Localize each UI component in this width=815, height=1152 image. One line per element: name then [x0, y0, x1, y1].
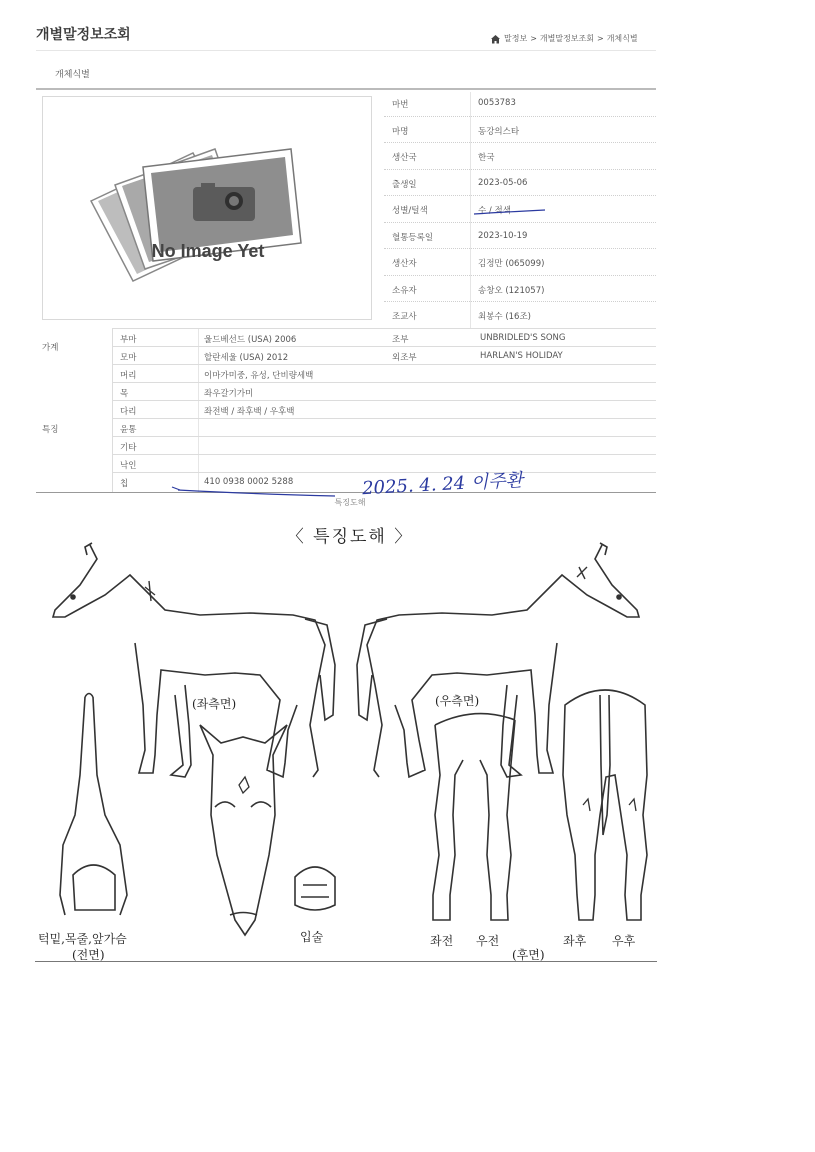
- info-row: [384, 249, 656, 276]
- info-value: 김정만 (065099): [478, 259, 545, 269]
- horse-lips-figure: [295, 867, 335, 910]
- no-image-text: No Image Yet: [151, 241, 265, 261]
- feature-key: 다리: [120, 407, 137, 417]
- info-row: [384, 196, 656, 223]
- info-value: 동강의스타: [478, 126, 520, 137]
- info-row: [384, 90, 656, 117]
- info-row: [384, 143, 656, 170]
- info-value: 2023-05-06: [478, 177, 528, 188]
- label-right-rear: 우후: [612, 934, 636, 948]
- horse-photo-placeholder: [42, 96, 372, 320]
- breadcrumb-separator: >: [597, 34, 604, 43]
- breadcrumb-separator: >: [530, 34, 537, 43]
- pedigree-value: UNBRIDLED'S SONG: [480, 333, 566, 343]
- info-key: 성별/털색: [392, 206, 428, 216]
- label-front-face: 턱밑,목줄,앞가슴: [38, 932, 127, 946]
- breadcrumb-item-current: 개체식별: [606, 34, 638, 43]
- info-value: 최봉수 (16조): [478, 312, 531, 322]
- breadcrumb-item[interactable]: 말정보: [504, 34, 528, 43]
- info-key: 마번: [392, 100, 409, 110]
- tab-identification[interactable]: 개체식별: [55, 70, 90, 80]
- feature-row: [112, 454, 656, 472]
- breadcrumb-item[interactable]: 개별말정보조회: [539, 34, 594, 43]
- pedigree-key: 외조부: [392, 353, 417, 363]
- feature-key: 기타: [120, 443, 137, 453]
- home-icon[interactable]: [490, 34, 501, 44]
- info-key: 출생일: [392, 179, 417, 190]
- label-left-rear: 좌후: [563, 934, 587, 948]
- horse-front-neck-figure: [60, 694, 127, 916]
- photo-stack-icon: [91, 149, 301, 281]
- info-key: 생산자: [392, 259, 417, 269]
- info-row: [384, 170, 656, 197]
- feature-key: 칩: [120, 479, 129, 489]
- label-front: (전면): [72, 948, 105, 962]
- info-value: 송창오 (121057): [478, 285, 545, 296]
- info-key: 소유자: [392, 285, 417, 296]
- breadcrumb: [490, 33, 658, 44]
- pedigree-row: [112, 346, 656, 364]
- feature-value: 좌전백 / 좌후백 / 우후백: [204, 407, 295, 417]
- feature-row: [112, 382, 656, 400]
- feature-row: [112, 436, 656, 454]
- label-right-front: 우전: [476, 934, 500, 948]
- pedigree-key: 조부: [392, 335, 409, 345]
- feature-key: 윤통: [120, 425, 137, 435]
- diagram-caption: 특징도해: [334, 498, 366, 507]
- info-row: [384, 223, 656, 250]
- info-row: [384, 276, 656, 303]
- pedigree-key: 모마: [120, 353, 137, 363]
- horse-marking-diagram: [35, 515, 657, 962]
- feature-row: [112, 364, 656, 382]
- diagram-title: 〈 특징도해 〉: [286, 527, 414, 547]
- horse-rear-figure: [563, 690, 647, 920]
- info-key: 혈통등록일: [392, 232, 434, 243]
- label-right-side: (우측면): [435, 694, 480, 708]
- pedigree-row: [112, 328, 656, 346]
- info-value: 한국: [478, 153, 495, 163]
- pedigree-value: HARLAN'S HOLIDAY: [480, 351, 563, 361]
- feature-value: 410 0938 0002 5288: [204, 477, 294, 487]
- info-row: [384, 117, 656, 144]
- feature-value: 이마가미중, 유성, 단비량세백: [204, 371, 314, 381]
- feature-row: [112, 418, 656, 436]
- label-rear: (후면): [512, 948, 545, 962]
- horse-right-side-figure: [357, 543, 639, 777]
- label-lips: 입술: [300, 930, 324, 944]
- label-left-front: 좌전: [430, 934, 454, 948]
- feature-key: 목: [120, 389, 129, 399]
- title-divider: [36, 50, 656, 51]
- feature-value: 좌우갈기가미: [204, 389, 254, 399]
- info-key: 생산국: [392, 153, 417, 163]
- info-key: 마명: [392, 126, 409, 137]
- pedigree-value: 할란세울 (USA) 2012: [204, 353, 289, 363]
- label-left-side: (좌측면): [192, 697, 237, 711]
- pedigree-feature-table: [36, 328, 656, 492]
- page-title: 개별말정보조회: [36, 27, 131, 43]
- features-category-label: 특징: [42, 425, 59, 435]
- section-divider: [36, 492, 656, 493]
- handwritten-signature: 2025. 4. 24 이주환: [361, 469, 524, 500]
- feature-row: [112, 400, 656, 418]
- info-key: 조교사: [392, 312, 417, 322]
- info-row: [384, 302, 656, 329]
- info-value: 2023-10-19: [478, 230, 528, 241]
- feature-key: 낙인: [120, 461, 137, 471]
- camera-icon: [193, 187, 255, 221]
- pedigree-key: 부마: [120, 335, 137, 345]
- info-value: 0053783: [478, 98, 516, 108]
- feature-key: 머리: [120, 371, 137, 381]
- pedigree-value: 울드베선드 (USA) 2006: [204, 335, 297, 345]
- horse-head-front-figure: [200, 725, 287, 935]
- info-value: 수 / 적색: [478, 206, 511, 216]
- pedigree-category-label: 가계: [42, 343, 59, 353]
